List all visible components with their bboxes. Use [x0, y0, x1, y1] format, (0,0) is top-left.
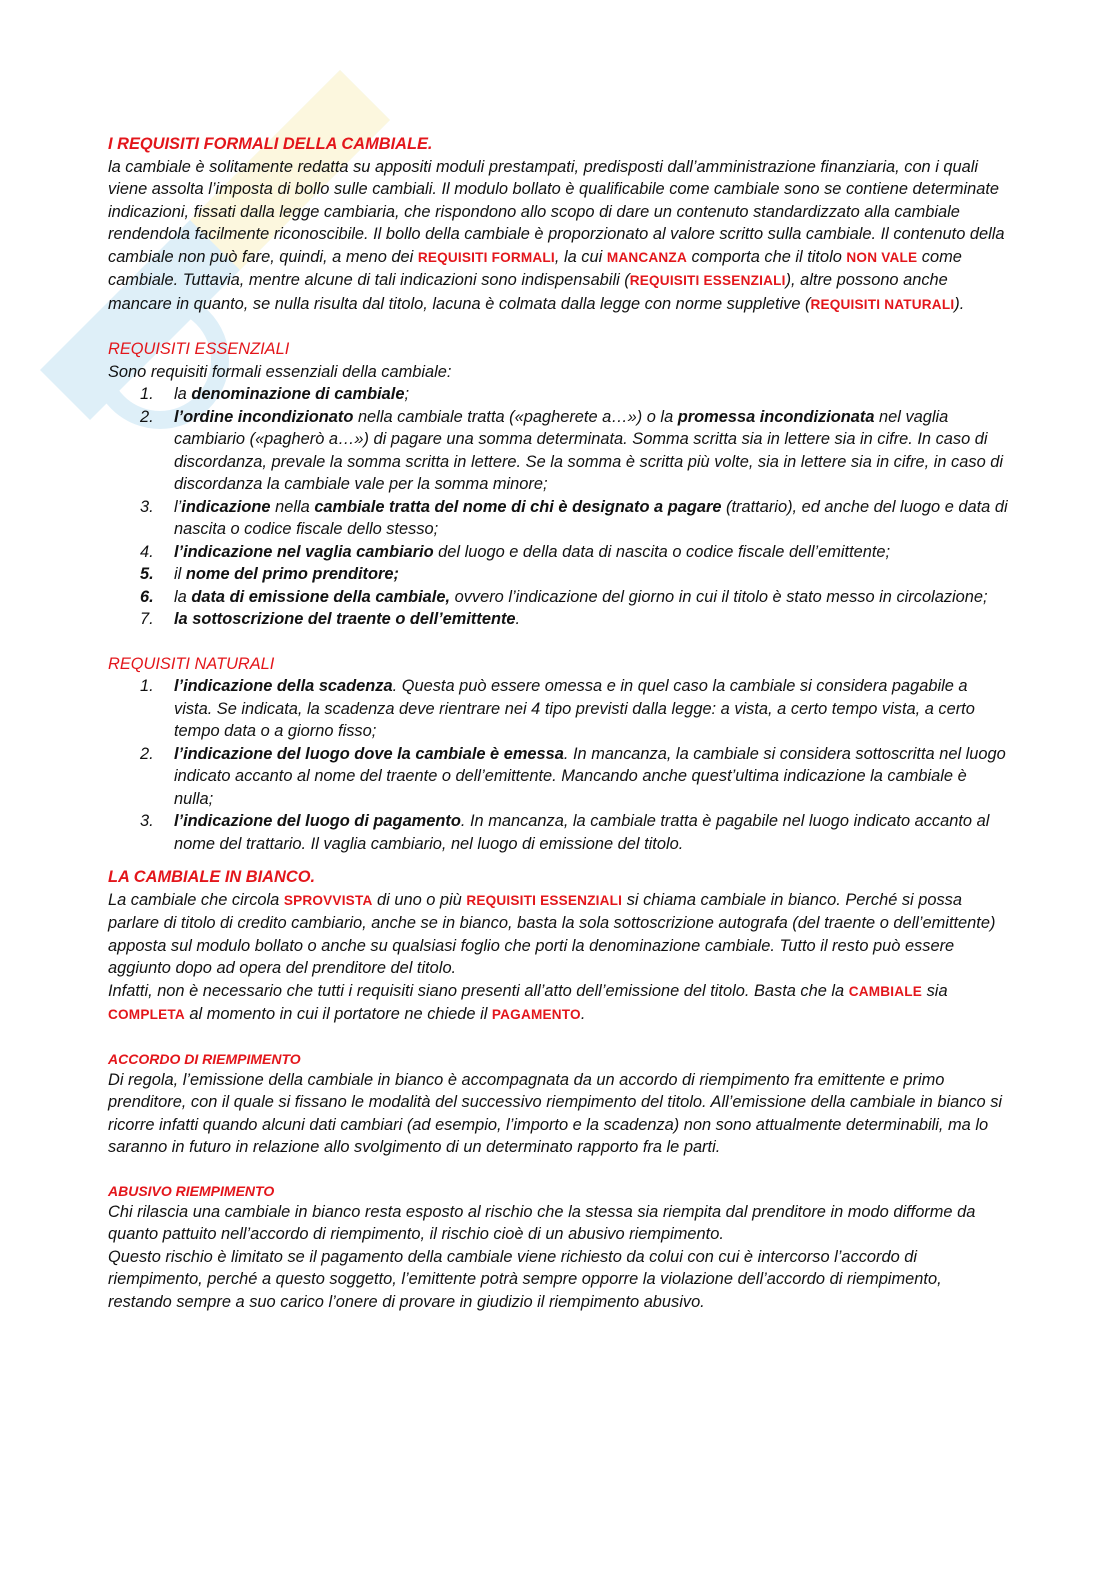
- paragraph: Chi rilascia una cambiale in bianco resta esposto al rischio che la stessa sia riempita dal prenditore in modo difforme da quanto pattuito nell’accordo di riempimento, il rischio cioè di un abusivo riempimento.: [108, 1202, 976, 1243]
- list-item: 5. il nome del primo prenditore;: [140, 565, 399, 583]
- list-item: 1. l’indicazione della scadenza. Questa può essere omessa e in quel caso la cambiale si considera pagabile a vista. Se indicata, la scadenza deve rientrare nei 4 tipo previsti dalla legge: a vista, a certo tempo vista, a certo tempo data o a giorno fisso;: [140, 677, 975, 740]
- paragraph: Questo rischio è limitato se il pagamento della cambiale viene richiesto da colui con cui è intercorso l’accordo di riempimento, perché a questo soggetto, l’emittente potrà sempre opporre la violazione dell’accordo di riempimento, restando sempre a suo carico l’onere di provare in giudizio il riempimento abusivo.: [108, 1247, 942, 1311]
- section-title: ACCORDO DI RIEMPIMENTO: [108, 1050, 301, 1067]
- list-item: 6. la data di emissione della cambiale, ovvero l’indicazione del giorno in cui il titolo è stato messo in circolazione;: [140, 587, 988, 606]
- paragraph: Di regola, l’emissione della cambiale in bianco è accompagnata da un accordo di riempimento fra emittente e primo prenditore, con il quale si fissano le modalità del successivo riempimento del titolo. All’emissione della cambiale in bianco si ricorre infatti quando alcuni dati cambiari (ad esempio, l’importo e la scadenza) non sono attualmente determinabili, ma lo saranno in futuro in relazione allo svolgimento di un determinato rapporto fra le parti.: [108, 1070, 1003, 1156]
- section-title: REQUISITI ESSENZIALI: [108, 340, 290, 358]
- list-item: 1. la denominazione di cambiale;: [140, 385, 410, 403]
- list-item: 2. l’ordine incondizionato nella cambiale tratta («pagherete a…») o la promessa incondizionata nel vaglia cambiario («pagherò a…») di pagare una somma determinata. Somma scritta sia in lettere sia in cifre. In caso di discordanza, prevale la somma scritta in lettere. Se la somma è scritta più volte, sia in lettere sia in cifre, in caso di discordanza la cambiale vale per la somma minore;: [140, 407, 1003, 493]
- list-item: 7. la sottoscrizione del traente o dell’emittente.: [140, 610, 521, 628]
- document-body: [108, 133, 1008, 1313]
- section-title: ABUSIVO RIEMPIMENTO: [108, 1182, 275, 1199]
- list-item: 3. l’indicazione del luogo di pagamento. In mancanza, la cambiale tratta è pagabile nel luogo indicato accanto al nome del trattario. Il vaglia cambiario, nel luogo di emissione del titolo.: [140, 812, 990, 853]
- list-item: 2. l’indicazione del luogo dove la cambiale è emessa. In mancanza, la cambiale si considera sottoscritta nel luogo indicato accanto al nome del traente o dell’emittente. Mancando anche quest’ultima indicazione la cambiale è nulla;: [140, 744, 1006, 808]
- paragraph: Sono requisiti formali essenziali della cambiale:: [108, 362, 452, 381]
- paragraph: la cambiale è solitamente redatta su appositi moduli prestampati, predisposti dall’amministrazione finanziaria, con i quali viene assolta l’imposta di bollo sulle cambiali. Il modulo bollato è qualificabile come cambiale sono se contiene determinate indicazioni, fissati dalla legge cambiaria, che rispondono allo scopo di dare un contenuto standardizzato alla cambiale rendendola facilmente riconoscibile. Il bollo della cambiale è proporzionato al valore scritto sulla cambiale. Il contenuto della cambiale non può fare, quindi, a meno dei REQUISITI FORMALI, la cui MANCANZA comporta che il titolo NON VALE come cambiale. Tuttavia, mentre alcune di tali indicazioni sono indispensabili (REQUISITI ESSENZIALI), altre possono anche mancare in quanto, se nulla risulta dal titolo, lacuna è colmata dalla legge con norme suppletive (REQUISITI NATURALI).: [108, 157, 1005, 313]
- paragraph: Infatti, non è necessario che tutti i requisiti siano presenti all’atto dell’emissione del titolo. Basta che la CAMBIALE sia COMPLETA al momento in cui il portatore ne chiede il PAGAMENTO.: [108, 981, 948, 1023]
- natural-list: [108, 675, 1008, 855]
- paragraph: La cambiale che circola SPROVVISTA di uno o più REQUISITI ESSENZIALI si chiama cambiale in bianco. Perché si possa parlare di titolo di credito cambiario, anche se in bianco, basta la sola sottoscrizione autografa (del traente o dell’emittente) apposta sul modulo bollato o anche su qualsiasi foglio che porti la denominazione cambiale. Tutto il resto può essere aggiunto dopo ad opera del prenditore del titolo.: [108, 890, 996, 977]
- section-title: REQUISITI NATURALI: [108, 654, 275, 673]
- list-item: 4. l’indicazione nel vaglia cambiario del luogo e della data di nascita o codice fiscale dell’emittente;: [140, 542, 891, 561]
- section-title: I REQUISITI FORMALI DELLA CAMBIALE.: [108, 135, 433, 153]
- list-item: 3. l’indicazione nella cambiale tratta del nome di chi è designato a pagare (trattario), ed anche del luogo e data di nascita o codice fiscale dello stesso;: [140, 497, 1008, 538]
- section-title: LA CAMBIALE IN BIANCO.: [108, 868, 315, 886]
- essential-list: [108, 383, 1008, 631]
